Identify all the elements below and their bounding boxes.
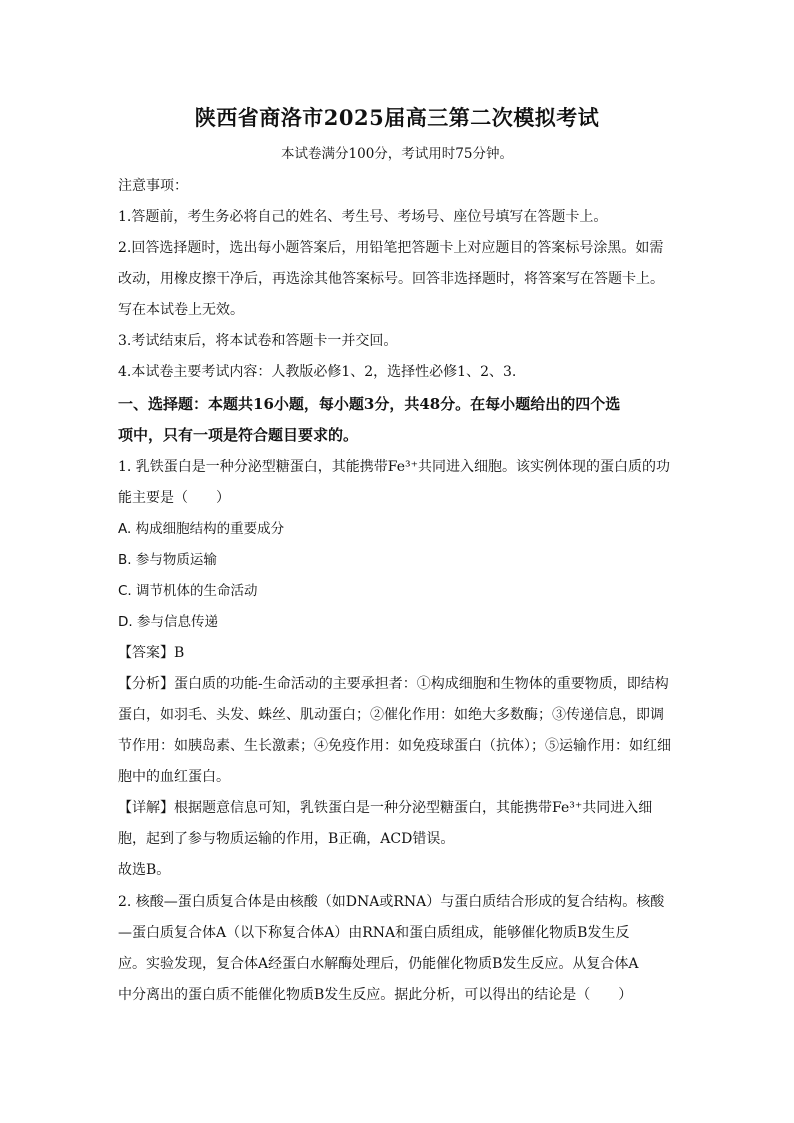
question-stem: 1. 乳铁蛋白是一种分泌型糖蛋白，其能携带Fe³⁺共同进入细胞。该实例体现的蛋白质的功 xyxy=(118,459,671,475)
analysis-line: 胞中的血红蛋白。 xyxy=(118,769,230,785)
page-title: 陕西省商洛市2025届高三第二次模拟考试 xyxy=(194,105,600,130)
question-stem: 应。实验发现，复合体A经蛋白水解酶处理后，仍能催化物质B发生反应。从复合体A xyxy=(118,956,639,972)
option-b: B. 参与物质运输 xyxy=(118,552,217,568)
option-a: A. 构成细胞结构的重要成分 xyxy=(118,521,285,537)
analysis-line: 蛋白，如羽毛、头发、蛛丝、肌动蛋白；②催化作用：如绝大多数酶；③传递信息，即调 xyxy=(118,707,664,723)
detail-line: 故选B。 xyxy=(118,862,171,878)
question-stem: 中分离出的蛋白质不能催化物质B发生反应。据此分析，可以得出的结论是（ ） xyxy=(118,987,633,1003)
option-d: D. 参与信息传递 xyxy=(118,614,218,630)
note-line: 3.考试结束后，将本试卷和答题卡一并交回。 xyxy=(118,333,398,349)
note-line: 1.答题前，考生务必将自己的姓名、考生号、考场号、座位号填写在答题卡上。 xyxy=(118,209,608,225)
question-stem: 2. 核酸—蛋白质复合体是由核酸（如DNA或RNA）与蛋白质结合形成的复合结构。核酸 xyxy=(118,894,665,910)
section-heading: 项中，只有一项是符合题目要求的。 xyxy=(118,426,359,444)
note-line: 4.本试卷主要考试内容：人教版必修1、2，选择性必修1、2、3. xyxy=(118,364,517,380)
question-stem: —蛋白质复合体A（以下称复合体A）由RNA和蛋白质组成，能够催化物质B发生反 xyxy=(118,925,630,941)
question-stem: 能主要是（ ） xyxy=(118,490,230,506)
section-heading: 一、选择题：本题共16小题，每小题3分，共48分。在每小题给出的四个选 xyxy=(118,395,621,413)
note-line: 改动，用橡皮擦干净后，再选涂其他答案标号。回答非选择题时，将答案写在答题卡上。 xyxy=(118,271,664,287)
detail-line: 胞，起到了参与物质运输的作用，B正确，ACD错误。 xyxy=(118,831,455,847)
notes-heading: 注意事项： xyxy=(118,178,188,194)
option-c: C. 调节机体的生命活动 xyxy=(118,583,258,599)
page-subtitle: 本试卷满分100分，考试用时75分钟。 xyxy=(281,146,513,162)
note-line: 2.回答选择题时，选出每小题答案后，用铅笔把答题卡上对应题目的答案标号涂黑。如需 xyxy=(118,240,664,256)
answer-line: 【答案】B xyxy=(118,645,185,661)
note-line: 写在本试卷上无效。 xyxy=(118,302,244,318)
analysis-line: 【分析】蛋白质的功能-生命活动的主要承担者：①构成细胞和生物体的重要物质，即结构 xyxy=(118,676,669,692)
analysis-line: 节作用：如胰岛素、生长激素；④免疫作用：如免疫球蛋白（抗体）；⑤运输作用：如红细 xyxy=(118,738,671,754)
detail-line: 【详解】根据题意信息可知，乳铁蛋白是一种分泌型糖蛋白，其能携带Fe³⁺共同进入细 xyxy=(118,800,653,816)
